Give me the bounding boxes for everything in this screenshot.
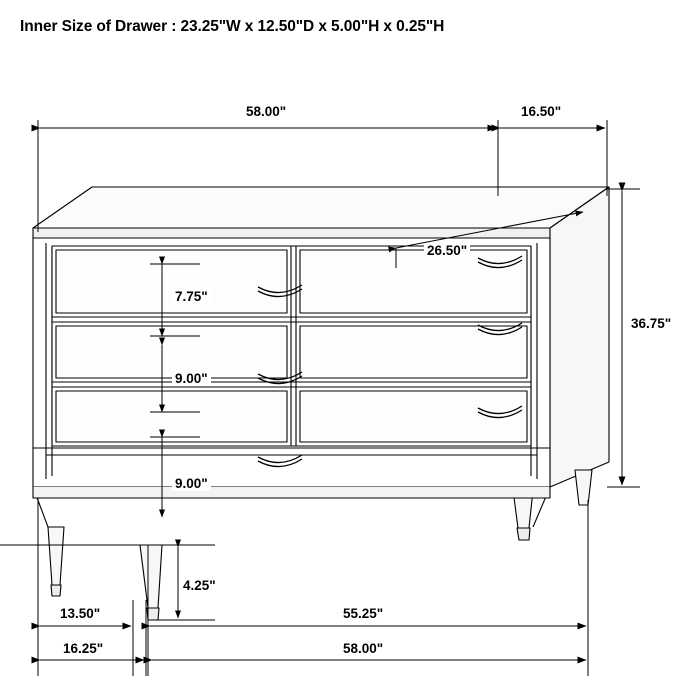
dim-label-base-width: 55.25"	[340, 606, 386, 621]
dim-label-leg-offset: 13.50"	[57, 606, 103, 621]
dim-label-drawer-height-top: 7.75"	[172, 289, 211, 304]
drawer-front-bottom-left	[56, 391, 287, 442]
dim-label-bottom-width: 58.00"	[340, 641, 386, 656]
dim-label-drawer-height-middle: 9.00"	[172, 371, 211, 386]
dim-label-side-width: 16.50"	[518, 104, 564, 119]
dresser-side-panel	[550, 187, 609, 487]
dim-label-overall-height: 36.75"	[628, 316, 674, 331]
leg-far-right-foot	[517, 528, 530, 540]
base-front-profile	[33, 487, 550, 498]
leg-front-left	[48, 527, 64, 585]
dim-label-top-width: 58.00"	[243, 104, 289, 119]
dim-label-drawer-width: 26.50"	[424, 243, 470, 258]
leg-front-right	[140, 545, 162, 608]
dim-label-bottom-left: 16.25"	[60, 641, 106, 656]
dim-label-drawer-height-bottom: 9.00"	[172, 476, 211, 491]
leg-front-right-foot	[147, 608, 159, 620]
dresser-illustration	[0, 187, 609, 620]
page-title: Inner Size of Drawer : 23.25"W x 12.50"D x 5.00"H x 0.25"H	[20, 18, 445, 35]
leg-front-left-foot	[51, 585, 61, 596]
dresser-top-surface	[33, 187, 609, 228]
leg-back-right	[575, 470, 592, 505]
drawer-front-top-right	[300, 250, 527, 313]
dim-label-leg-height: 4.25"	[180, 578, 219, 593]
